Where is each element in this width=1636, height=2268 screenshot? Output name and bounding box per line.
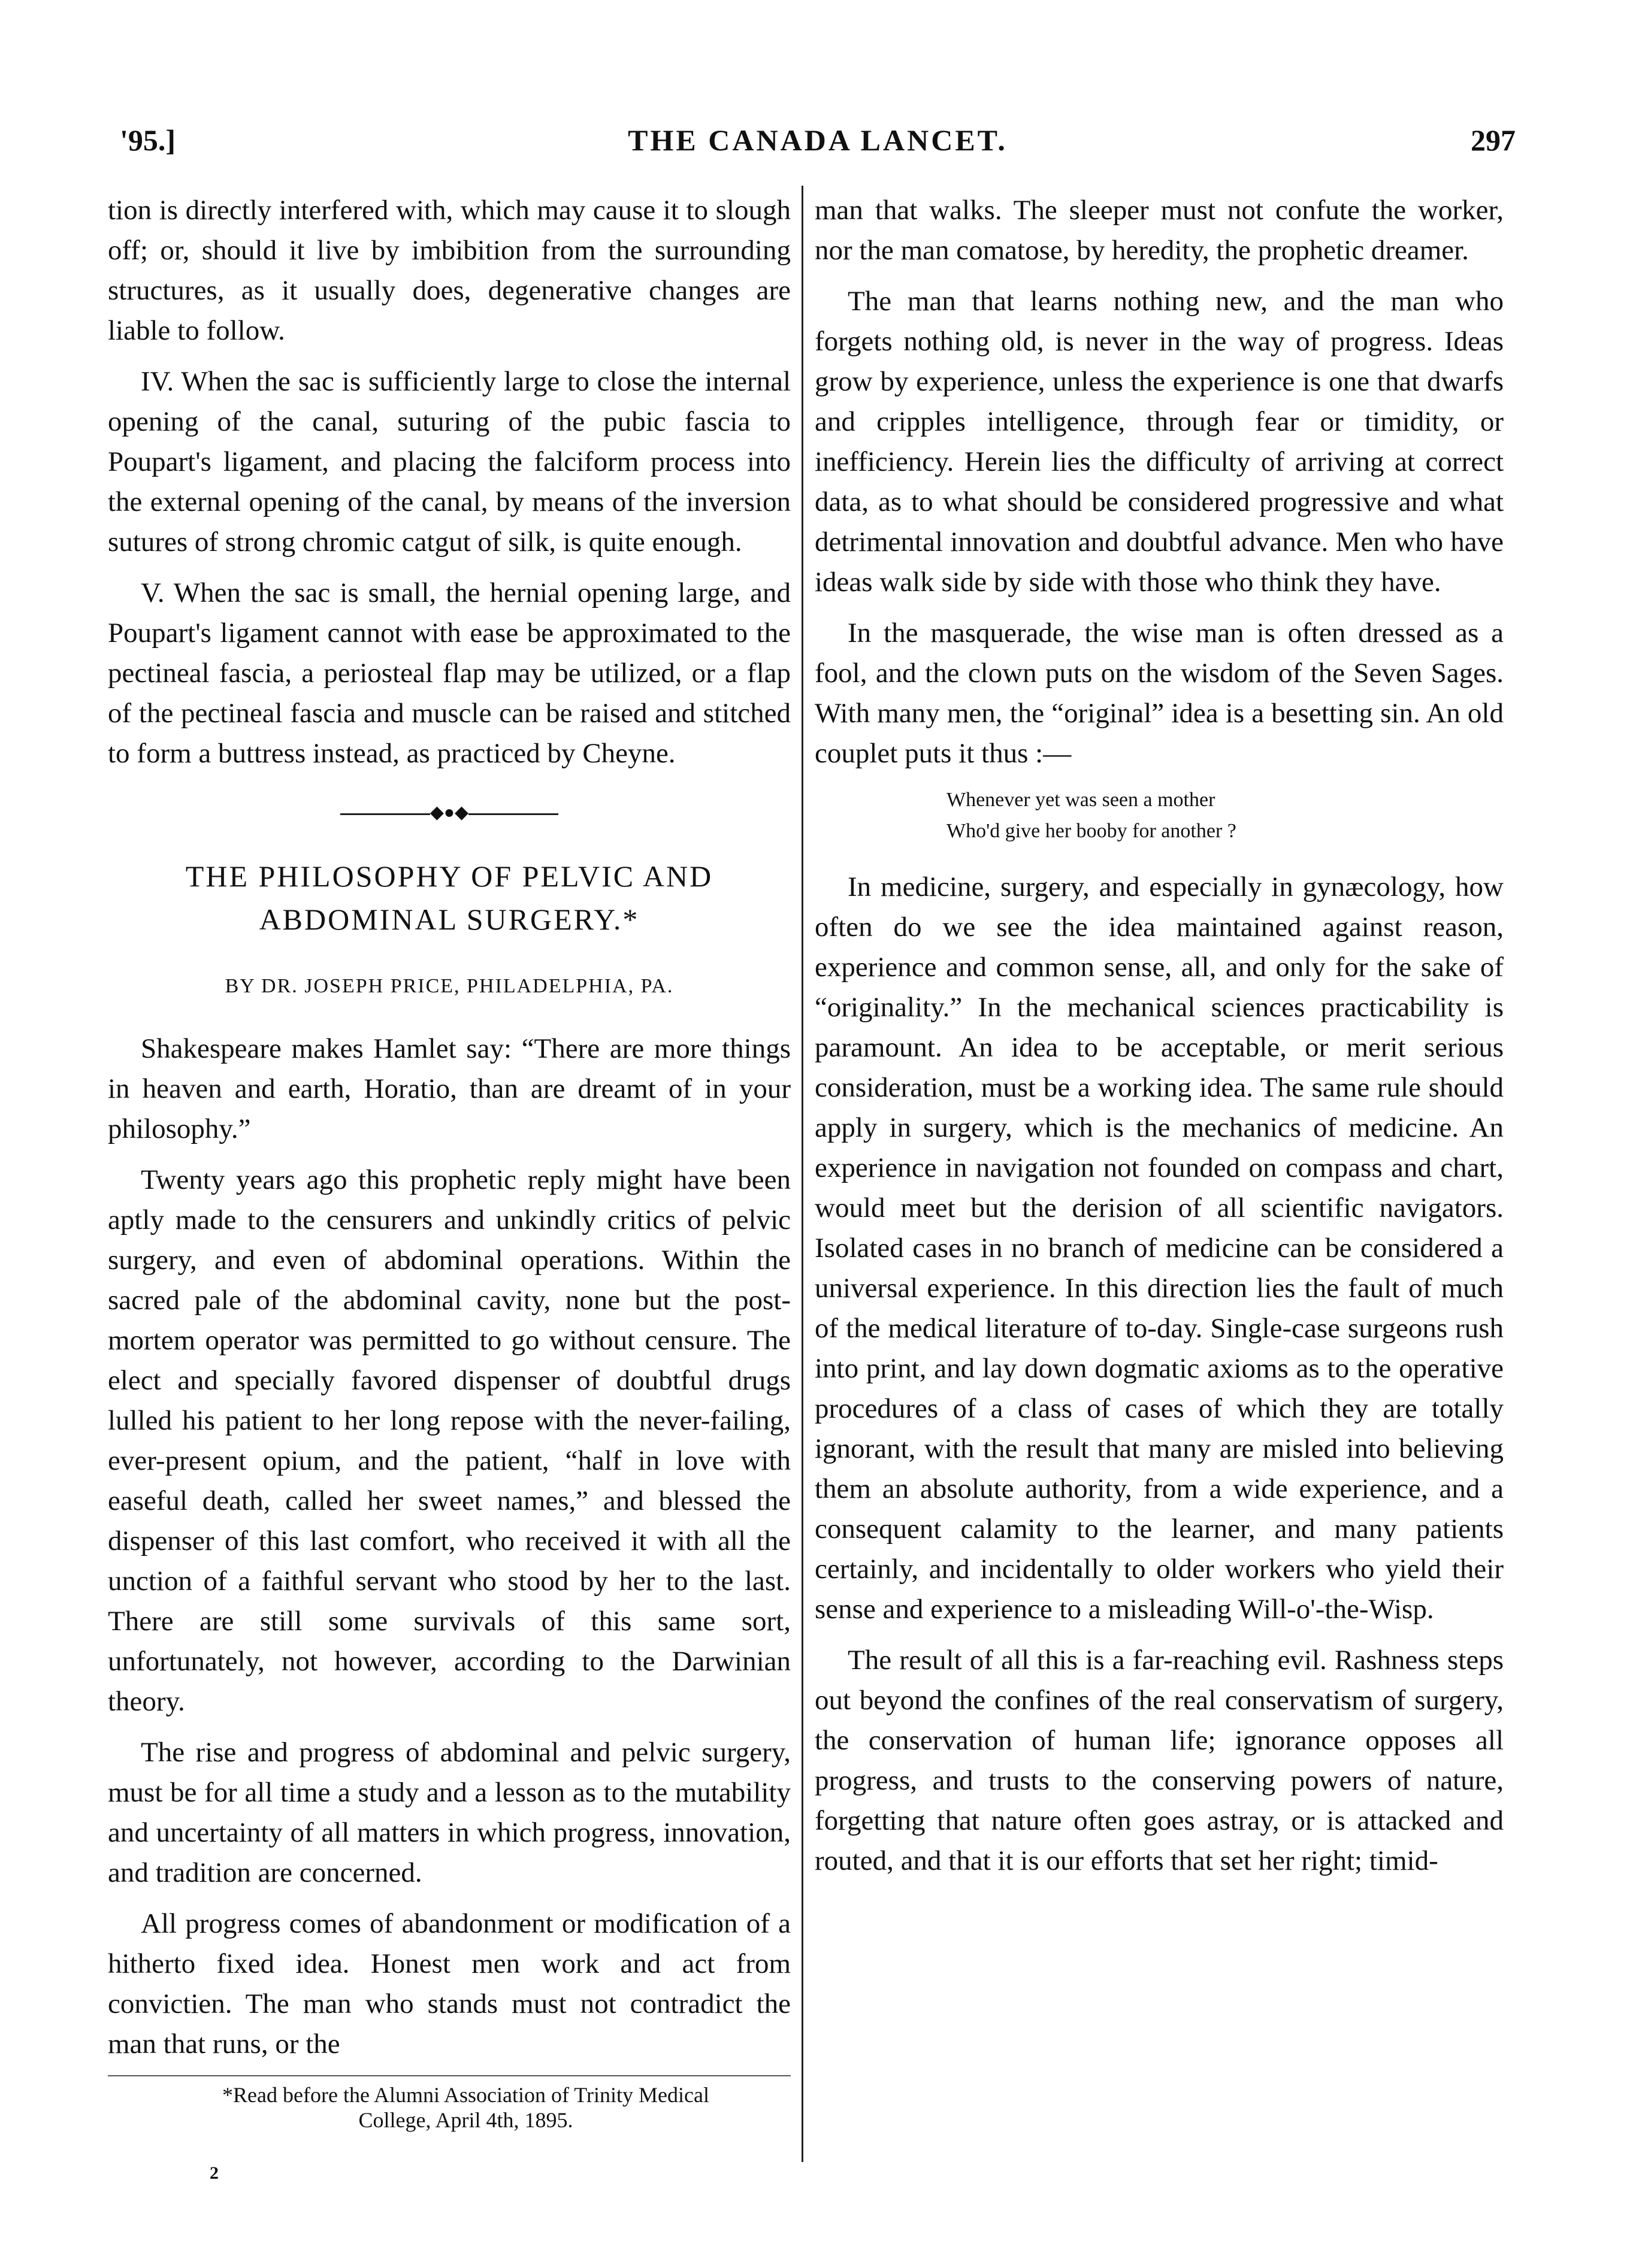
body-paragraph: The rise and progress of abdominal and pelvic surgery, must be for all time a study and a lesson as to the mutability and uncertainty of all matters in which progress, innovation, and tradition are concerned. — [108, 1737, 791, 1888]
paragraph-point-iv: IV. When the sac is sufficiently large to close the internal opening of the canal, suturing of the pubic fascia to Poupart's ligament, and placing the falciform process into the external opening of the canal, by means of the inversion sutures of strong chromic catgut of silk, is quite enough. — [108, 366, 791, 558]
article-title-line2: ABDOMINAL SURGERY.* — [259, 903, 640, 936]
verse-quote — [946, 785, 1504, 847]
body-paragraph: In the masquerade, the wise man is often dressed as a fool, and the clown puts on the wisdom of the Seven Sages. With many men, the “original” idea is a besetting sin. An old couplet puts it thus :— — [815, 617, 1504, 769]
paragraph-point-v: V. When the sac is small, the hernial opening large, and Poupart's ligament cannot with ease be approximated to the pectineal fascia, a periosteal flap may be utilized, or a flap of the pectineal fascia and muscle can be raised and stitched to form a buttress instead, as practiced by Cheyne. — [108, 577, 791, 769]
right-column — [815, 190, 1504, 1892]
section-ornament: ◆●◆ — [108, 804, 791, 822]
article-byline: BY DR. JOSEPH PRICE, PHILADELPHIA, PA. — [225, 975, 674, 997]
printer-signature-mark: 2 — [210, 2163, 219, 2183]
verse-line1: Whenever yet was seen a mother — [946, 789, 1215, 811]
footnote-rule — [108, 2075, 791, 2076]
verse-line2: Who'd give her booby for another ? — [946, 820, 1236, 842]
body-paragraph: In medicine, surgery, and especially in gynæcology, how often do we see the idea maintained against reason, experience and common sense, all, and only for the sake of “originality.” In the mechanical sciences practicability is paramount. An idea to be acceptable, or merit serious consideration, must be a working idea. The same rule should apply in surgery, which is the mechanics of medicine. An experience in navigation not founded on compass and chart, would meet but the derision of all scientific navigators. Isolated cases in no branch of medicine can be considered a universal experience. In this direction lies the fault of much of the medical literature of to-day. Single-case surgeons rush into print, and lay down dogmatic axioms as to the operative procedures of a class of cases of which they are totally ignorant, with the result that many are misled into believing them an absolute authority, from a wide experience, and a consequent calamity to the learner, and many patients certainly, and incidentally to older workers who yield their sense and experience to a misleading Will-o'-the-Wisp. — [815, 871, 1504, 1625]
left-column — [108, 190, 791, 2193]
body-paragraph: The man that learns nothing new, and the man who forgets nothing old, is never in the way of progress. Ideas grow by experience, unless the experience is one that dwarfs and cripples intelligence, through fear or timidity, or inefficiency. Herein lies the difficulty of arriving at correct data, as to what should be considered progressive and what detrimental innovation and doubtful advance. Men who have ideas walk side by side with those who think they have. — [815, 286, 1504, 598]
body-paragraph: Shakespeare makes Hamlet say: “There are more things in heaven and earth, Horatio, than are dreamt of in your philosophy.” — [108, 1033, 791, 1144]
header-year: '95.] — [120, 123, 176, 157]
body-paragraph: All progress comes of abandonment or modification of a hitherto fixed idea. Honest men work and act from convictien. The man who stands must not contradict the man that runs, or the — [108, 1908, 791, 2060]
footnote-line1: *Read before the Alumni Association of Trinity Medical — [222, 2083, 709, 2107]
paragraph-continuation: tion is directly interfered with, which may cause it to slough off; or, should it live by imbibition from the surrounding structures, as it usually does, degenerative changes are liable to follow. — [108, 195, 791, 346]
body-paragraph: Twenty years ago this prophetic reply might have been aptly made to the censurers and unkindly critics of pelvic surgery, and even of abdominal operations. Within the sacred pale of the abdominal cavity, none but the post-mortem operator was permitted to go without censure. The elect and specially favored dispenser of doubtful drugs lulled his patient to her long repose with the never-failing, ever-present opium, and the patient, “half in love with easeful death, called her sweet names,” and blessed the dispenser of this last comfort, who received it with all the unction of a faithful servant who stood by her to the last. There are still some survivals of this same sort, unfortunately, not however, according to the Darwinian theory. — [108, 1164, 791, 1717]
footnote-line2: College, April 4th, 1895. — [358, 2108, 573, 2132]
page-number: 297 — [1471, 123, 1516, 157]
paragraph-continuation: man that walks. The sleeper must not confute the worker, nor the man comatose, by heredity, the prophetic dreamer. — [815, 195, 1504, 266]
body-paragraph: The result of all this is a far-reaching evil. Rashness steps out beyond the confines of the real conservatism of surgery, the conservation of human life; ignorance opposes all progress, and trusts to the conserving powers of nature, forgetting that nature often goes astray, or is attacked and routed, and that it is our efforts that set her right; timid- — [815, 1645, 1504, 1876]
column-divider — [802, 186, 803, 2162]
header-journal-title: THE CANADA LANCET. — [628, 123, 1008, 157]
running-header — [120, 123, 1516, 171]
article-title-line1: THE PHILOSOPHY OF PELVIC AND — [185, 859, 713, 893]
article-title — [108, 855, 791, 941]
